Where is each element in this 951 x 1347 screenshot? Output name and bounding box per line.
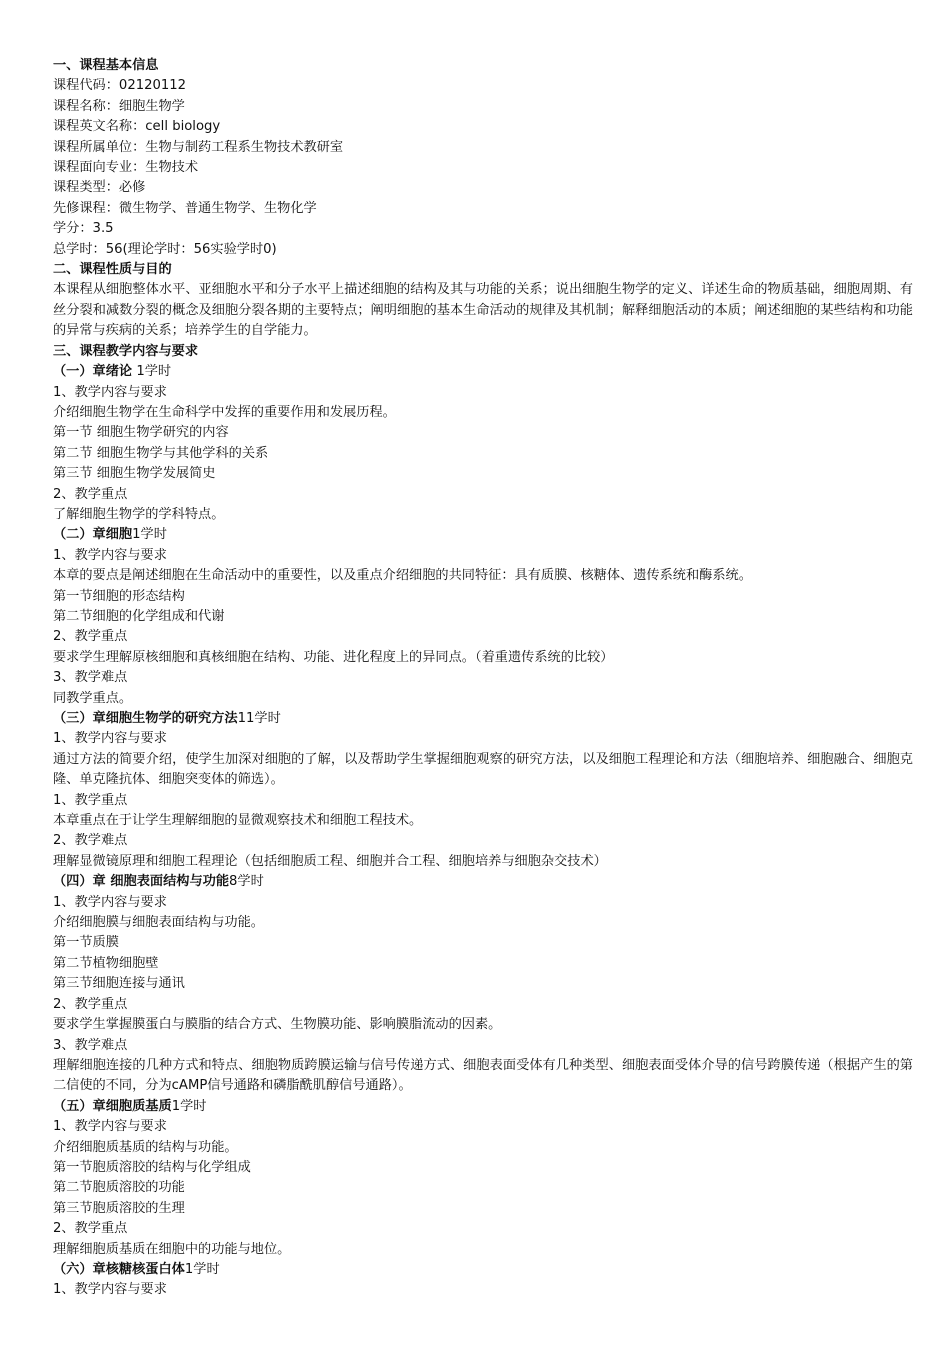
- paragraph: 通过方法的简要介绍，使学生加深对细胞的了解，以及帮助学生掌握细胞观察的研究方法，以及细胞工程理论和方法（细胞培养、细胞融合、细胞克隆、单克隆抗体、细胞突变体的筛选）。: [53, 751, 913, 788]
- text-line: 第二节 细胞生物学与其他学科的关系: [53, 445, 269, 461]
- chapter-title: （四）章 细胞表面结构与功能: [53, 874, 230, 890]
- document-body: [53, 56, 913, 1301]
- text-line: 1、教学内容与要求: [53, 384, 167, 400]
- text-line: 1、教学重点: [53, 792, 128, 808]
- text-line: 第一节细胞的形态结构: [53, 588, 185, 604]
- text-line: 第三节细胞连接与通讯: [53, 976, 185, 992]
- paragraph: 理解细胞连接的几种方式和特点、细胞物质跨膜运输与信号传递方式、细胞表面受体有几种类型、细胞表面受体介导的信号跨膜传递（根据产生的第二信使的不同，分为cAMP信号通路和磷脂酰肌醇信号通路）。: [53, 1057, 913, 1094]
- text-line: 1、教学内容与要求: [53, 1119, 167, 1135]
- text-line: 理解细胞质基质在细胞中的功能与地位。: [53, 1241, 291, 1257]
- chapter-heading: [53, 525, 913, 545]
- text-line: 第三节胞质溶胶的生理: [53, 1200, 185, 1216]
- text-line: 介绍细胞质基质的结构与功能。: [53, 1139, 238, 1155]
- text-line: 课程所属单位：生物与制药工程系生物技术教研室: [53, 139, 344, 155]
- text-line: 本章的要点是阐述细胞在生命活动中的重要性，以及重点介绍细胞的共同特征：具有质膜、核糖体、遗传系统和酶系统。: [53, 568, 752, 584]
- chapter-hours: 11学时: [237, 711, 281, 726]
- text-line: 1、教学内容与要求: [53, 1282, 167, 1298]
- text-line: 第三节 细胞生物学发展简史: [53, 466, 216, 482]
- chapter-hours: 1学时: [184, 1261, 220, 1277]
- text-line: 第二节胞质溶胶的功能: [53, 1180, 185, 1196]
- chapter-title: （二）章细胞: [53, 527, 133, 543]
- text-line: 2、教学重点: [53, 996, 128, 1012]
- chapter-title: （六）章核糖核蛋白体: [53, 1261, 185, 1277]
- chapter-hours: 1学时: [132, 364, 172, 380]
- text-line: 第一节质膜: [53, 935, 119, 951]
- text-line: 3、教学难点: [53, 670, 128, 686]
- chapter-title: （五）章细胞质基质: [53, 1098, 172, 1114]
- text-line: 2、教学重点: [53, 1221, 128, 1237]
- chapter-hours: 1学时: [171, 1098, 207, 1114]
- text-line: 2、教学难点: [53, 833, 128, 849]
- section-heading: 三、课程教学内容与要求: [53, 343, 199, 359]
- text-line: 2、教学重点: [53, 486, 128, 502]
- text-line: 课程英文名称：cell biology: [53, 119, 221, 135]
- text-line: 第一节胞质溶胶的结构与化学组成: [53, 1159, 251, 1175]
- paragraph: 本课程从细胞整体水平、亚细胞水平和分子水平上描述细胞的结构及其与功能的关系；说出细胞生物学的定义、详述生命的物质基础，细胞周期、有丝分裂和减数分裂的概念及细胞分裂各期的主要特点；阐明细胞的基本生命活动的规律及其机制；解释细胞活动的本质；阐述细胞的某些结构和功能的异常与疾病的关系；培养学生的自学能力。: [53, 282, 913, 339]
- text-line: 第二节植物细胞壁: [53, 955, 159, 971]
- chapter-heading: [53, 1097, 913, 1117]
- section-heading: 二、课程性质与目的: [53, 262, 172, 278]
- text-line: 课程代码：02120112: [53, 78, 187, 94]
- text-line: 第一节 细胞生物学研究的内容: [53, 425, 229, 441]
- text-line: 要求学生掌握膜蛋白与膜脂的结合方式、生物膜功能、影响膜脂流动的因素。: [53, 1017, 502, 1033]
- chapter-heading: [53, 1260, 913, 1280]
- text-line: 3、教学难点: [53, 1037, 128, 1053]
- text-line: 1、教学内容与要求: [53, 731, 167, 747]
- text-line: 课程面向专业：生物技术: [53, 160, 199, 176]
- text-line: 同教学重点。: [53, 690, 133, 706]
- text-line: 总学时：56(理论学时：56实验学时0): [53, 241, 277, 257]
- chapter-heading: [53, 872, 913, 892]
- chapter-heading: [53, 362, 913, 382]
- text-line: 课程名称：细胞生物学: [53, 98, 185, 114]
- text-line: 理解显微镜原理和细胞工程理论（包括细胞质工程、细胞并合工程、细胞培养与细胞杂交技术）: [53, 853, 607, 869]
- chapter-hours: 1学时: [132, 527, 167, 543]
- text-line: 1、教学内容与要求: [53, 547, 167, 563]
- text-line: 学分：3.5: [53, 221, 114, 237]
- chapter-title: （一）章绪论: [53, 364, 133, 380]
- text-line: 第二节细胞的化学组成和代谢: [53, 608, 225, 624]
- syllabus-document: [53, 56, 913, 1301]
- text-line: 1、教学内容与要求: [53, 894, 167, 910]
- text-line: 2、教学重点: [53, 629, 128, 645]
- text-line: 课程类型：必修: [53, 180, 146, 196]
- text-line: 本章重点在于让学生理解细胞的显微观察技术和细胞工程技术。: [53, 813, 423, 829]
- chapter-title: （三）章细胞生物学的研究方法: [53, 711, 238, 726]
- text-line: 先修课程：微生物学、普通生物学、生物化学: [53, 200, 317, 216]
- chapter-heading: [53, 709, 913, 729]
- text-line: 要求学生理解原核细胞和真核细胞在结构、功能、进化程度上的异同点。（着重遗传系统的比较）: [53, 649, 614, 665]
- section-heading: 一、课程基本信息: [53, 58, 159, 73]
- text-line: 了解细胞生物学的学科特点。: [53, 506, 225, 522]
- text-line: 介绍细胞生物学在生命科学中发挥的重要作用和发展历程。: [53, 404, 396, 420]
- text-line: 介绍细胞膜与细胞表面结构与功能。: [53, 915, 264, 931]
- chapter-hours: 8学时: [229, 874, 264, 890]
